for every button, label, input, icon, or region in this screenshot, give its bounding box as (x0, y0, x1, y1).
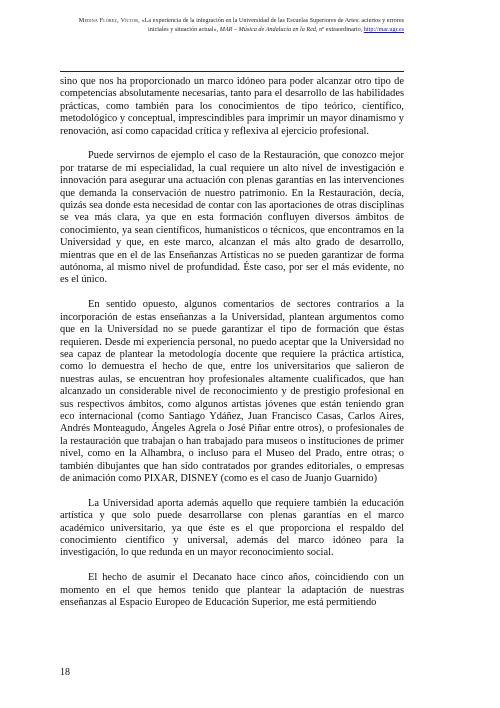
page-number: 18 (60, 667, 70, 678)
header-divider (60, 71, 404, 72)
paragraph: En sentido opuesto, algunos comentarios de sectores contrarios a la incorporación de estas enseñanzas a la Universidad, plantean argumentos como que en la Universidad no se puede garantizar el tipo de formación que éstas requieren. Desde mi experiencia personal, no puedo aceptar que la Universidad no sea capaz de plantear la metodología docente que requiere la práctica artística, como lo demuestra el hecho de que, entre los universitarios que salieron de nuestras aulas, se encuentran hoy profesionales altamente cualificados, que han alcanzado un considerable nivel de reconocimiento y de prestigio profesional en sus respectivos ámbitos, como algunos artistas jóvenes que están teniendo gran eco internacional (como Santiago Ydáñez, Juan Francisco Casas, Carlos Aires, Andrés Monteagudo, Ángeles Agrela o José Piñar entre otros), o profesionales de la restauración que trabajan o han trabajado para museos o instituciones de primer nivel, como en la Alhambra, o incluso para el Museo del Prado, entre otras; o también dibujantes que han sido contratados por grandes editoriales, o empresas de animación como PIXAR, DISNEY (como es el caso de Juanjo Guarnido) (60, 299, 404, 484)
body-text (60, 76, 404, 622)
running-header (60, 16, 404, 35)
paragraph: Puede servirnos de ejemplo el caso de la Restauración, que conozco mejor por tratarse de mi especialidad, la cual requiere un alto nivel de investigación e innovación para asegurar una actuación con plenas garantías en las intervenciones que demanda la conservación de nuestro patrimonio. En la Restauración, decía, quizás sea donde esta necesidad de contar con las aportaciones de otras disciplinas se vea más clara, ya que en esta formación confluyen diversos ámbitos de conocimiento, ya sean científicos, humanísticos o técnicos, que encontramos en la Universidad y que, en este marco, alcanzan el más alto grado de desarrollo, mientras que en el de las Enseñanzas Artísticas no se pueden garantizar de forma autónoma, al mismo nivel de profundidad. Éste caso, por ser el más evidente, no es el único. (60, 150, 404, 286)
paragraph: El hecho de asumir el Decanato hace cinco años, coincidiendo con un momento en el que hemos tenido que plantear la adaptación de nuestras enseñanzas al Espacio Europeo de Educación Superior, me está permitiendo (60, 572, 404, 608)
header-author: Medina Flórez, Víctor, (78, 17, 140, 24)
paragraph: sino que nos ha proporcionado un marco idóneo para poder alcanzar otro tipo de competencias absolutamente necesarias, tanto para el desarrollo de las habilidades prácticas, como también para los conocimientos de tipo teórico, científico, metodológico y conceptual, imprescindibles para imprimir un mayor dinamismo y renovación, así como capacidad crítica y reflexiva al ejercicio profesional. (60, 76, 404, 137)
paragraph: La Universidad aporta además aquello que requiere también la educación artística y que solo puede desarrollarse con plenas garantías en el marco académico universitario, ya que éste es el que proporciona el respaldo del conocimiento científico y universal, además del marco idóneo para la investigación, lo que redunda en un mayor reconocimiento social. (60, 497, 404, 559)
header-article-title: «La experiencia de la integración en la Universidad de las Escuelas Superiores de Artes: aciertos y errores iniciales y situación actual», (141, 17, 404, 34)
header-journal: MAR – Música de Andalucía en la Red, (219, 26, 318, 34)
header-issue: nº extraordinario, (319, 26, 363, 34)
header-url-link[interactable]: http://mar.ugr.es (363, 26, 404, 34)
